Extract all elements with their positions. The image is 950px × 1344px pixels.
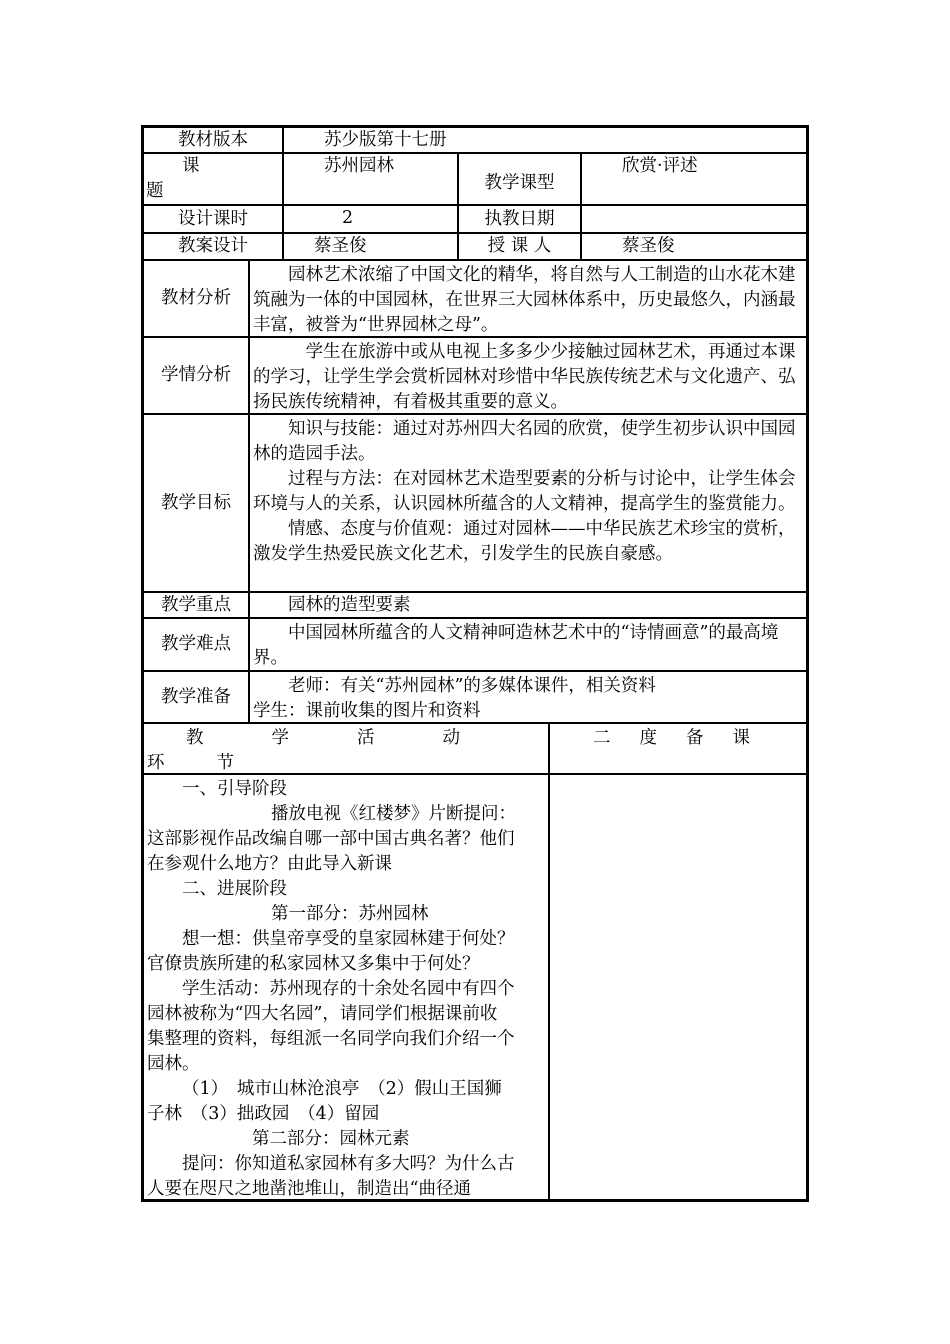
lesson-type-value: [581, 153, 807, 205]
key-point-paragraph: 园林的造型要素: [288, 595, 411, 615]
material-analysis-paragraph: 园林艺术浓缩了中国文化的精华，将自然与人工制造的山水花木建筑融为一体的中国园林，在世界三大园林体系中，历史最悠久，内涵最丰富，被誉为“世界园林之母”。: [253, 265, 796, 335]
goal-process: 过程与方法：在对园林艺术造型要素的分析与讨论中，让学生体会环境与人的关系，认识园林所蕴含的人文精神，提高学生的鉴赏能力。: [253, 469, 796, 514]
activity-line: （1） 城市山林沧浪亭 （2）假山王国狮: [182, 1079, 502, 1099]
material-analysis-label-text: 教材分析: [161, 288, 231, 308]
difficulty-label: [143, 618, 249, 671]
activity-header-top: [144, 724, 548, 751]
activity-head-char: 环: [147, 753, 165, 773]
activity-line: 官僚贵族所建的私家园林又多集中于何处？: [147, 954, 480, 974]
student-analysis-text: [249, 337, 807, 414]
activity-head-char: 节: [216, 753, 234, 773]
date-value: [581, 205, 807, 233]
activity-line: 提问：你知道私家园林有多大吗？为什么古: [182, 1154, 515, 1174]
topic-value: [283, 153, 458, 205]
teacher-label: [458, 233, 581, 260]
teaching-goals-text: [249, 414, 807, 592]
designer-value-text: 蔡圣俊: [314, 236, 367, 256]
designer-value: [283, 233, 458, 260]
activity-line: 学生活动：苏州现存的十余处名园中有四个: [182, 979, 515, 999]
activity-line: 集整理的资料，每组派一名同学向我们介绍一个: [147, 1029, 515, 1049]
material-analysis-label: [143, 260, 249, 337]
designer-label: [143, 233, 283, 260]
notes-head-char: 二: [593, 728, 611, 748]
notes-head-char: 课: [732, 728, 750, 748]
preparation-label: [143, 671, 249, 723]
teaching-goals-label-text: 教学目标: [161, 492, 231, 513]
hours-label: [143, 205, 283, 233]
edition-label-text: 教材版本: [178, 129, 248, 150]
preparation-teacher: 老师：有关“苏州园林”的多媒体课件，相关资料: [288, 676, 656, 696]
student-analysis-paragraph: 学生在旅游中或从电视上多多少少接触过园林艺术，再通过本课的学习，让学生学会赏析园林对珍惜中华民族传统艺术与文化遗产、弘扬民族传统精神，有着极其重要的意义。: [253, 342, 796, 412]
activity-head-char: 学: [271, 728, 289, 748]
activity-line: 一、引导阶段: [182, 779, 287, 799]
difficulty-label-text: 教学难点: [161, 634, 231, 654]
key-point-text: [249, 592, 807, 618]
activity-header-bottom: [144, 751, 548, 774]
activity-line: 在参观什么地方？由此导入新课: [147, 854, 392, 874]
topic-label-bottom: 题: [146, 181, 164, 201]
activity-line: 第一部分：苏州园林: [271, 904, 429, 924]
activity-header: [143, 723, 549, 774]
goal-attitude: 情感、态度与价值观：通过对园林——中华民族艺术珍宝的赏析，激发学生热爱民族文化艺术，引发学生的民族自豪感。: [253, 519, 796, 564]
preparation-student: 学生：课前收集的图片和资料: [253, 701, 481, 721]
notes-header: [549, 723, 807, 774]
student-analysis-label-text: 学情分析: [161, 365, 231, 385]
activity-head-char: 动: [442, 728, 460, 748]
lesson-type-label: [458, 153, 581, 205]
teacher-value-text: 蔡圣俊: [622, 236, 675, 256]
notes-header-text: [550, 724, 806, 751]
key-point-label-text: 教学重点: [161, 594, 231, 615]
activity-line: 人要在咫尺之地凿池堆山，制造出“曲径通: [147, 1179, 471, 1199]
topic-label: [143, 153, 283, 205]
lesson-type-value-text: 欣赏·评述: [622, 156, 698, 176]
difficulty-paragraph: 中国园林所蕴含的人文精神呵造林艺术中的“诗情画意”的最高境界。: [253, 623, 779, 668]
activity-line: 这部影视作品改编自哪一部中国古典名著？他们: [147, 829, 515, 849]
topic-label-top: 课: [182, 156, 200, 176]
designer-label-text: 教案设计: [178, 236, 248, 256]
activity-line: 播放电视《红楼梦》片断提问：: [271, 804, 516, 824]
topic-value-text: 苏州园林: [324, 156, 394, 176]
notes-head-char: 备: [686, 728, 704, 748]
activity-content: [143, 774, 549, 1200]
edition-value-text: 苏少版第十七册: [324, 130, 447, 150]
preparation-text: [249, 671, 807, 723]
notes-content: [549, 774, 807, 1200]
activity-line: 二、进展阶段: [182, 879, 287, 899]
material-analysis-text: [249, 260, 807, 337]
key-point-label: [143, 592, 249, 618]
activity-head-char: 活: [357, 728, 375, 748]
difficulty-text: [249, 618, 807, 671]
teaching-goals-label: [143, 414, 249, 592]
activity-line: 想一想：供皇帝享受的皇家园林建于何处？: [182, 929, 515, 949]
date-label: [458, 205, 581, 233]
activity-line: 园林被称为“四大名园”，请同学们根据课前收: [147, 1004, 498, 1024]
activity-head-char: 教: [186, 728, 204, 748]
notes-head-char: 度: [639, 728, 657, 748]
preparation-label-text: 教学准备: [161, 686, 231, 707]
hours-label-text: 设计课时: [178, 208, 248, 229]
goal-knowledge: 知识与技能：通过对苏州四大名园的欣赏，使学生初步认识中国园林的造园手法。: [253, 419, 796, 464]
teacher-value: [581, 233, 807, 260]
teacher-label-text: 授 课 人: [487, 236, 552, 256]
hours-value: [283, 205, 458, 233]
activity-line: 第二部分：园林元素: [252, 1129, 410, 1149]
edition-value: [283, 127, 807, 153]
lesson-type-label-text: 教学课型: [484, 172, 555, 193]
activity-line: 子林 （3）拙政园 （4）留园: [147, 1104, 380, 1124]
edition-label: [143, 127, 283, 153]
student-analysis-label: [143, 337, 249, 414]
activity-line: 园林。: [147, 1054, 200, 1074]
date-label-text: 执教日期: [484, 208, 555, 229]
hours-value-text: 2: [342, 208, 354, 228]
